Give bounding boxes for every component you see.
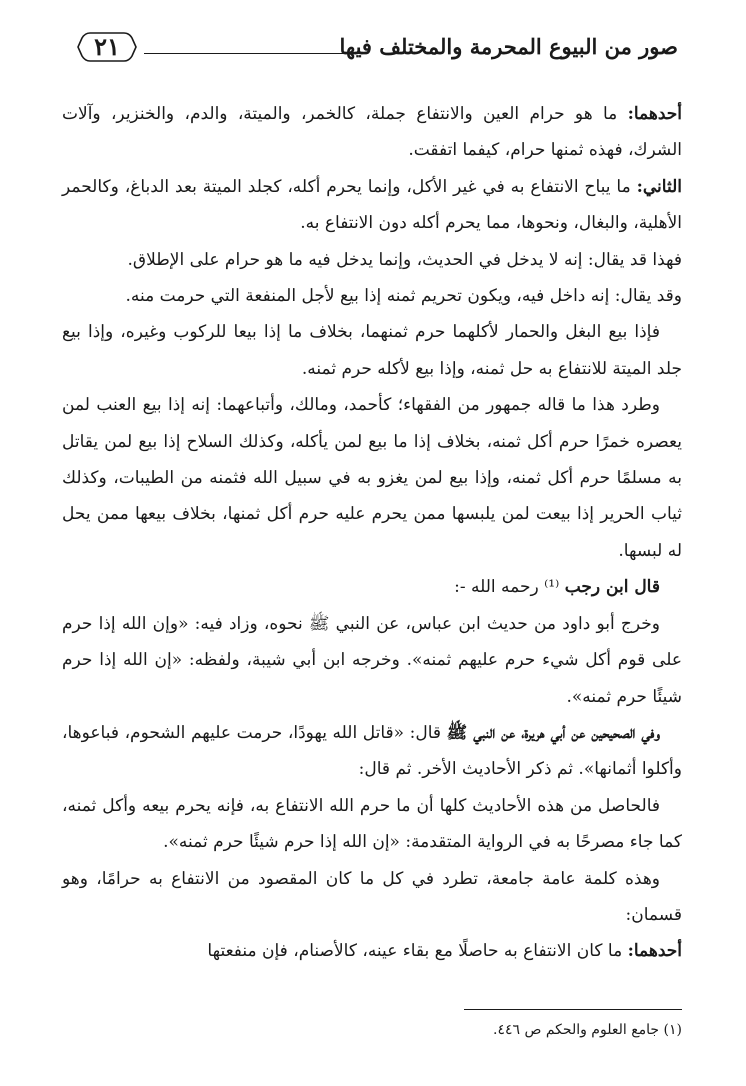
running-title: صور من البيوع المحرمة والمختلف فيها — [339, 34, 678, 59]
page-number: ٢١ — [94, 32, 120, 61]
paragraph-text: ⁽¹⁾ رحمه الله -: — [454, 577, 565, 598]
paragraph — [62, 569, 682, 605]
paragraph — [62, 715, 682, 788]
page-number-frame — [76, 30, 138, 64]
paragraph-lead: قال ابن رجب — [564, 577, 660, 598]
paragraph — [62, 933, 682, 969]
paragraph-text: وقد يقال: إنه داخل فيه، ويكون تحريم ثمنه إذا بيع لأجل المنفعة التي حرمت منه. — [125, 286, 682, 307]
paragraph — [62, 96, 682, 169]
paragraph — [62, 387, 682, 569]
paragraph-text: قال: «قاتل الله يهودًا، حرمت عليهم الشحوم، فباعوها، وأكلوا أثمانها». ثم ذكر الأحاديث الأخر. ثم قال: — [62, 722, 682, 780]
footnote: (١) جامع العلوم والحكم ص ٤٤٦. — [493, 1022, 682, 1038]
paragraph-text: وطرد هذا ما قاله جمهور من الفقهاء؛ كأحمد، ومالك، وأتباعهما: إنه إذا بيع العنب لمن يعصره خمرًا حرم أكل ثمنه، بخلاف إذا ما بيع لمن يأكله، وكذلك السلاح إذا بيع لمن يقاتل به مسلمًا حرم أكل ثمنه، وإذا بيع لمن يغزو به في سبيل الله فثمنه من الطيبات، وكذلك ثياب الحرير إذا بيعت لمن يلبسها ممن يحرم عليه حرم أكل ثمنها، بخلاف بيعها ممن يحل له لبسها. — [62, 395, 682, 561]
page-header — [68, 30, 678, 74]
paragraph-text: فإذا بيع البغل والحمار لأكلهما حرم ثمنهما، بخلاف ما إذا بيعا للركوب وغيره، وإذا بيع جلد الميتة للانتفاع به حل ثمنه، وإذا بيع لأكله حرم ثمنه. — [62, 322, 682, 379]
paragraph — [62, 169, 682, 242]
footnote-rule — [464, 1009, 682, 1010]
paragraph-lead: وفي الصحيحين عن أبي هريرة، عن النبي ﷺ — [446, 722, 661, 743]
paragraph-text: وهذه كلمة عامة جامعة، تطرد في كل ما كان المقصود من الانتفاع به حرامًا، وهو قسمان: — [62, 868, 682, 925]
paragraph-text: ما كان الانتفاع به حاصلًا مع بقاء عينه، كالأصنام، فإن منفعتها — [207, 941, 628, 962]
paragraph — [62, 606, 682, 715]
paragraph-lead: أحدهما: — [627, 104, 682, 124]
header-rule — [144, 53, 364, 54]
paragraph-text: ما هو حرام العين والانتفاع جملة، كالخمر، والميتة، والدم، والخنزير، وآلات الشرك، فهذه ثمنها حرام، كيفما اتفقت. — [62, 104, 682, 161]
paragraph-text: وخرج أبو داود من حديث ابن عباس، عن النبي ﷺ نحوه، وزاد فيه: «وإن الله إذا حرم على قوم أكل شيء حرم عليهم ثمنه». وخرجه ابن أبي شيبة، ولفظه: «إن الله إذا حرم شيئًا حرم ثمنه». — [62, 613, 682, 707]
paragraph-text: فالحاصل من هذه الأحاديث كلها أن ما حرم الله الانتفاع به، فإنه يحرم بيعه وأكل ثمنه، كما جاء مصرحًا به في الرواية المتقدمة: «إن الله إذا حرم شيئًا حرم ثمنه». — [62, 795, 682, 853]
paragraph — [62, 861, 682, 934]
paragraph — [62, 278, 682, 314]
body-text — [62, 96, 682, 970]
paragraph — [62, 242, 682, 278]
paragraph-text: ما يباح الانتفاع به في غير الأكل، وإنما يحرم أكله، كجلد الميتة بعد الدباغ، وكالحمر الأهلية، والبغال، ونحوها، مما يحرم أكله دون الانتفاع به. — [62, 176, 682, 234]
paragraph — [62, 788, 682, 861]
paragraph — [62, 314, 682, 387]
paragraph-lead: أحدهما: — [627, 941, 682, 962]
paragraph-text: فهذا قد يقال: إنه لا يدخل في الحديث، وإنما يدخل فيه ما هو حرام على الإطلاق. — [127, 249, 682, 270]
paragraph-lead: الثاني: — [636, 176, 682, 197]
